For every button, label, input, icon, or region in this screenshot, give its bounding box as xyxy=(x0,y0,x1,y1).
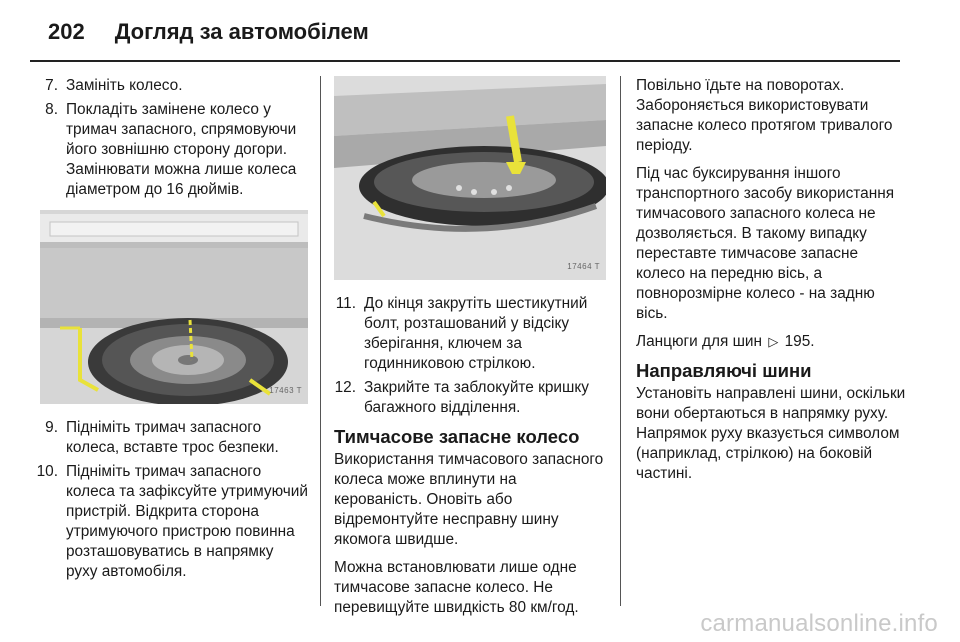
paragraph: Використання тимчасового запасного колеса може вплинути на керованість. Оновіть або відремонтуйте несправну шину якомога швидше. xyxy=(334,451,604,548)
column-divider xyxy=(620,76,621,606)
column-left xyxy=(36,76,308,586)
step-number: 12. xyxy=(334,379,356,396)
reference-page-link[interactable]: 195. xyxy=(784,333,815,350)
spare-wheel-underbody-illustration xyxy=(334,76,606,280)
figure-code: 17463 T xyxy=(269,386,302,395)
column-middle xyxy=(334,76,606,626)
step-number: 11. xyxy=(335,295,356,312)
step-number: 7. xyxy=(45,77,58,94)
step-item xyxy=(36,418,308,458)
page-header xyxy=(48,12,369,52)
paragraph: Під час буксирування іншого транспортного засобу використання тимчасового запасного колеса не дозволяється. В такому випадку переставте тимчасове запасне колесо на передню вісь, а повнорозмірне колесо - на задню вісь. xyxy=(636,165,895,322)
header-divider xyxy=(30,60,900,62)
page-title: Догляд за автомобілем xyxy=(114,19,369,44)
step-text: До кінця закрутіть шестикутний болт, розташований у відсіку зберігання, ключем за годинниковою стрілкою. xyxy=(364,295,588,372)
step-text: Покладіть замінене колесо у тримач запасного, спрямовуючи його зовнішню сторону догори. Замінювати можна лише колеса діаметром до 16 дюймів. xyxy=(66,101,297,198)
step-text: Замініть колесо. xyxy=(66,77,183,94)
step-item xyxy=(334,378,606,418)
column-right xyxy=(636,76,908,492)
paragraph: Установіть направлені шини, оскільки вони обертаються в напрямку руху. Напрямок руху вказується символом (наприклад, стрілкою) на боковій частині. xyxy=(636,385,906,482)
section-heading-temporary-spare: Тимчасове запасне колесо xyxy=(334,426,580,447)
step-number: 10. xyxy=(36,463,58,480)
page-reference-arrow-icon: ▷ xyxy=(768,334,779,349)
step-text: Підніміть тримач запасного колеса, вставте трос безпеки. xyxy=(66,419,279,456)
section-heading-directional-tires: Направляючі шини xyxy=(636,360,812,381)
spare-wheel-carrier-illustration xyxy=(40,210,308,404)
step-item xyxy=(334,294,606,374)
figure-code: 17464 T xyxy=(567,262,600,271)
step-item xyxy=(36,100,308,200)
step-item xyxy=(36,462,308,582)
step-text: Підніміть тримач запасного колеса та зафіксуйте утримуючий пристрій. Відкрита сторона утримуючого пристрою повинна розташовуватись в напрямку руху автомобіля. xyxy=(66,463,308,580)
paragraph: Можна встановлювати лише одне тимчасове запасне колесо. Не перевищуйте швидкість 80 км/год. xyxy=(334,559,579,616)
reference-text: Ланцюги для шин xyxy=(636,333,763,350)
watermark: carmanualsonline.info xyxy=(700,610,938,637)
column-divider xyxy=(320,76,321,606)
tire-chains-reference xyxy=(636,332,908,352)
paragraph: Повільно їдьте на поворотах. Забороняється використовувати запасне колесо протягом тривалого періоду. xyxy=(636,77,893,154)
step-number: 8. xyxy=(45,101,58,118)
step-item xyxy=(36,76,308,96)
step-text: Закрийте та заблокуйте кришку багажного відділення. xyxy=(364,379,589,416)
step-number: 9. xyxy=(45,419,58,436)
page-number: 202 xyxy=(48,19,85,44)
